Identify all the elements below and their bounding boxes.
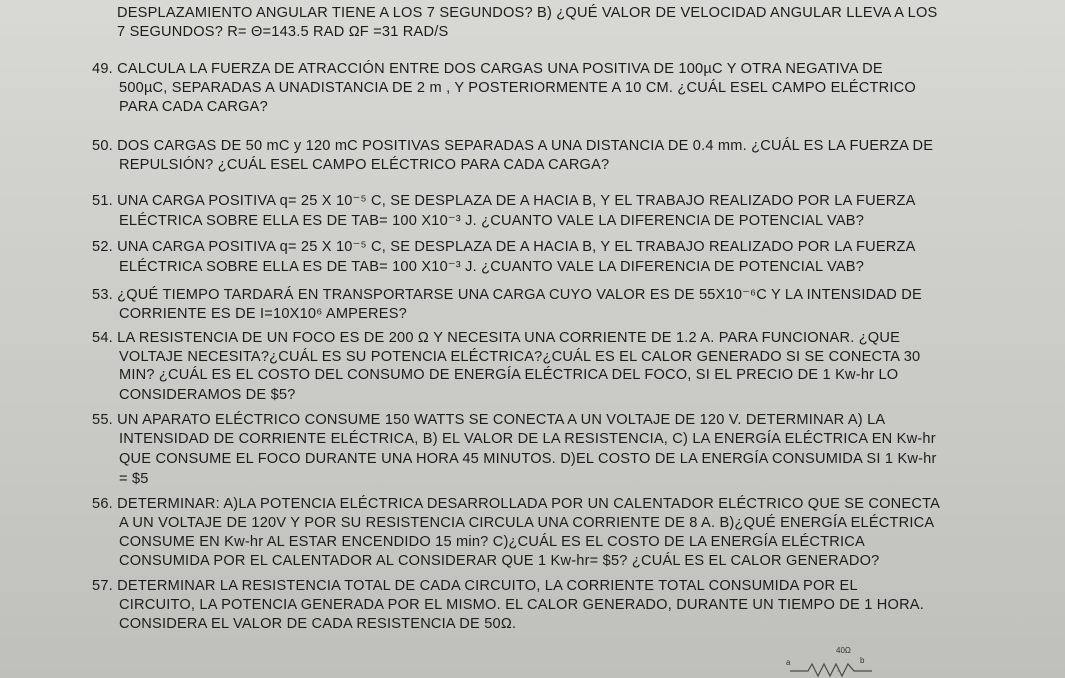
node-b-label: b (860, 656, 865, 665)
text-line-21: = $5 (119, 471, 149, 487)
text-line-10: 52. UNA CARGA POSITIVA q= 25 X 10⁻⁵ C, SE DESPLAZA DE A HACIA B, Y EL TRABAJO REALIZADO POR LA FUERZA (92, 239, 916, 255)
text-line-28: CONSIDERA EL VALOR DE CADA RESISTENCIA DE 50Ω. (119, 616, 517, 632)
text-line-25: CONSUMIDA POR EL CALENTADOR AL CONSIDERAR QUE 1 Kw-hr= $5? ¿CUÁL ES EL CALOR GENERADO? (119, 553, 880, 569)
text-line-27: CIRCUITO, LA POTENCIA GENERADA POR EL MISMO. EL CALOR GENERADO, DURANTE UN TIEMPO DE 1 HORA. (119, 597, 924, 613)
resistor-symbol (790, 664, 872, 676)
text-line-22: 56. DETERMINAR: A)LA POTENCIA ELÉCTRICA DESARROLLADA POR UN CALENTADOR ELÉCTRICO QUE SE CONECTA (92, 496, 941, 512)
text-line-15: VOLTAJE NECESITA?¿CUÁL ES SU POTENCIA ELÉCTRICA?¿CUÁL ES EL CALOR GENERADO SI SE CONECTA 30 (119, 349, 921, 365)
text-line-1: DESPLAZAMIENTO ANGULAR TIENE A LOS 7 SEGUNDOS? B) ¿QUÉ VALOR DE VELOCIDAD ANGULAR LLEVA A LOS (117, 5, 938, 21)
text-line-8: 51. UNA CARGA POSITIVA q= 25 X 10⁻⁵ C, SE DESPLAZA DE A HACIA B, Y EL TRABAJO REALIZADO POR LA FUERZA (92, 193, 916, 209)
text-line-20: QUE CONSUME EL FOCO DURANTE UNA HORA 45 MINUTOS. D)EL COSTO DE LA ENERGÍA CONSUMIDA SI 1 Kw-hr (119, 451, 937, 467)
text-line-19: INTENSIDAD DE CORRIENTE ELÉCTRICA, B) EL VALOR DE LA RESISTENCIA, C) LA ENERGÍA ELÉCTRICA EN Kw-hr (119, 431, 936, 447)
text-line-6: 50. DOS CARGAS DE 50 mC y 120 mC POSITIVAS SEPARADAS A UNA DISTANCIA DE 0.4 mm. ¿CUÁL ES LA FUERZA DE (92, 138, 934, 154)
resistor-value-label: 40Ω (836, 646, 851, 655)
text-line-12: 53. ¿QUÉ TIEMPO TARDARÁ EN TRANSPORTARSE UNA CARGA CUYO VALOR ES DE 55X10⁻⁶C Y LA INTENSIDAD DE (92, 287, 922, 303)
text-line-26: 57. DETERMINAR LA RESISTENCIA TOTAL DE CADA CIRCUITO, LA CORRIENTE TOTAL CONSUMIDA POR EL (92, 578, 858, 594)
text-line-5: PARA CADA CARGA? (119, 99, 268, 115)
text-line-18: 55. UN APARATO ELÉCTRICO CONSUME 150 WATTS SE CONECTA A UN VOLTAJE DE 120 V. DETERMINAR A) LA (92, 412, 886, 428)
text-line-23: A UN VOLTAJE DE 120V Y POR SU RESISTENCIA CIRCULA UNA CORRIENTE DE 8 A. B)¿QUÉ ENERGÍA ELÉCTRICA (119, 515, 935, 531)
text-line-24: CONSUME EN Kw-hr AL ESTAR ENCENDIDO 15 min? C)¿CUÁL ES EL COSTO DE LA ENERGÍA ELÉCTRICA (119, 534, 865, 550)
text-line-13: CORRIENTE ES DE I=10X10⁶ AMPERES? (119, 306, 407, 322)
text-line-14: 54. LA RESISTENCIA DE UN FOCO ES DE 200 Ω Y NECESITA UNA CORRIENTE DE 1.2 A. PARA FUNCIONAR. ¿QUE (92, 330, 901, 346)
node-a-label: a (786, 658, 791, 667)
text-line-9: ELÉCTRICA SOBRE ELLA ES DE TAB= 100 X10⁻³ J. ¿CUANTO VALE LA DIFERENCIA DE POTENCIAL VAB? (119, 213, 865, 229)
text-line-2: 7 SEGUNDOS? R= Θ=143.5 RAD ΩF =31 RAD/S (117, 24, 449, 40)
text-line-16: MIN? ¿CUÁL ES EL COSTO DEL CONSUMO DE ENERGÍA ELÉCTRICA DEL FOCO, SI EL PRECIO DE 1 Kw-hr LO (119, 367, 899, 383)
text-line-11: ELÉCTRICA SOBRE ELLA ES DE TAB= 100 X10⁻³ J. ¿CUANTO VALE LA DIFERENCIA DE POTENCIAL VAB? (119, 259, 865, 275)
text-line-7: REPULSIÓN? ¿CUÁL ESEL CAMPO ELÉCTRICO PARA CADA CARGA? (119, 157, 610, 173)
text-line-4: 500µC, SEPARADAS A UNADISTANCIA DE 2 m , Y POSTERIORMENTE A 10 CM. ¿CUÁL ESEL CAMPO ELÉCTRICO (119, 80, 916, 96)
text-line-17: CONSIDERAMOS DE $5? (119, 387, 296, 403)
text-line-3: 49. CALCULA LA FUERZA DE ATRACCIÓN ENTRE DOS CARGAS UNA POSITIVA DE 100µC Y OTRA NEGATIVA DE (92, 61, 883, 77)
